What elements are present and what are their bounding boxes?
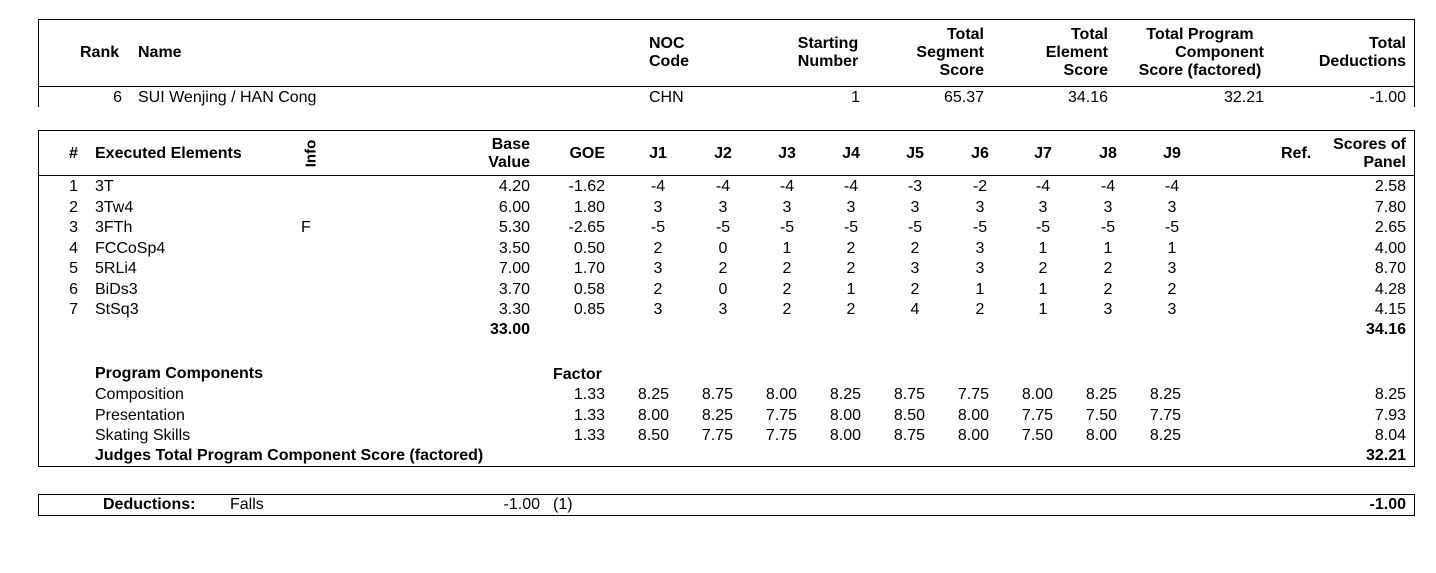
element-panel-score: 8.70: [1374, 260, 1406, 277]
component-judge-score: 8.50: [893, 406, 925, 424]
header-judge-8: J8: [1099, 145, 1117, 162]
element-judge-score: 0: [718, 239, 728, 257]
element-judge-score: 2: [782, 301, 792, 318]
summary-right-rule: [1414, 87, 1415, 107]
element-name: 3Tw4: [95, 198, 134, 216]
header-judge-5: J5: [906, 145, 924, 162]
header-total-element-score: Total Element Score: [1045, 26, 1108, 79]
element-judge-score: -5: [1100, 219, 1116, 236]
element-judge-score: -4: [715, 178, 731, 195]
component-judge-score: 7.75: [957, 386, 989, 403]
element-judge-score: 3: [718, 301, 728, 318]
component-factor: 1.33: [573, 406, 605, 424]
element-number: 7: [69, 301, 78, 318]
header-info: Info: [302, 139, 320, 168]
pcs-total-value: 32.21: [1365, 447, 1406, 464]
element-judge-score: 1: [1038, 280, 1048, 298]
component-judge-score: 7.75: [765, 406, 797, 424]
element-judge-score: 2: [1103, 260, 1113, 277]
element-judge-score: 2: [653, 239, 663, 257]
element-judge-score: 1: [846, 280, 856, 298]
component-judge-score: 8.00: [829, 427, 861, 444]
element-panel-score: 2.65: [1374, 219, 1406, 236]
element-goe: 0.50: [573, 239, 605, 257]
header-name: Name: [138, 44, 182, 61]
element-panel-score: 7.80: [1374, 198, 1406, 216]
header-number: #: [69, 145, 78, 162]
element-judge-score: 2: [1103, 280, 1113, 298]
header-judge-1: J1: [649, 145, 667, 162]
element-judge-score: 3: [653, 260, 663, 277]
component-judge-score: 7.75: [765, 427, 797, 444]
summary-tes: 34.16: [1067, 89, 1108, 106]
element-info: F: [301, 219, 311, 236]
element-goe: -2.65: [568, 219, 605, 236]
component-judge-score: 7.75: [701, 427, 733, 444]
element-number: 3: [69, 219, 78, 236]
element-base-value: 6.00: [498, 198, 530, 216]
element-judge-score: 1: [1167, 239, 1177, 257]
element-judge-score: 2: [846, 260, 856, 277]
element-judge-score: 2: [782, 280, 792, 298]
program-components-title: Program Components: [95, 365, 264, 382]
element-judge-score: 2: [718, 260, 728, 277]
component-factor: 1.33: [573, 386, 605, 403]
factor-header: Factor: [553, 366, 602, 383]
component-judge-score: 7.75: [1149, 406, 1181, 424]
element-panel-score: 2.58: [1374, 178, 1406, 195]
component-factor: 1.33: [573, 427, 605, 444]
element-judge-score: 3: [1167, 198, 1177, 216]
element-judge-score: 3: [653, 301, 663, 318]
element-panel-score: 4.28: [1374, 280, 1406, 298]
element-judge-score: 3: [910, 260, 920, 277]
element-judge-score: 2: [910, 280, 920, 298]
element-judge-score: -4: [1035, 178, 1051, 195]
element-judge-score: -5: [1164, 219, 1180, 236]
element-judge-score: 3: [718, 198, 728, 216]
element-judge-score: 2: [1038, 260, 1048, 277]
element-name: FCCoSp4: [95, 239, 166, 257]
element-judge-score: 2: [782, 260, 792, 277]
element-number: 2: [69, 198, 78, 216]
header-judge-9: J9: [1163, 145, 1181, 162]
element-goe: 1.70: [573, 260, 605, 277]
component-name: Presentation: [95, 406, 185, 424]
header-noc: NOC Code: [649, 35, 689, 70]
header-scores-of-panel: Scores of Panel: [1333, 136, 1406, 171]
element-goe: -1.62: [568, 178, 605, 195]
header-rank: Rank: [80, 44, 120, 61]
element-judge-score: -5: [907, 219, 923, 236]
element-judge-score: 3: [1103, 198, 1113, 216]
component-judge-score: 8.00: [1085, 427, 1117, 444]
element-judge-score: 1: [1038, 239, 1048, 257]
pcs-total-label: Judges Total Program Component Score (factored): [95, 447, 484, 464]
header-judge-3: J3: [778, 145, 796, 162]
element-judge-score: 3: [1167, 260, 1177, 277]
component-judge-score: 7.50: [1021, 427, 1053, 444]
component-name: Composition: [95, 386, 184, 403]
summary-noc: CHN: [649, 89, 684, 106]
panel-elements-total: 34.16: [1365, 321, 1406, 338]
element-base-value: 3.30: [498, 301, 530, 318]
header-base-value: Base Value: [488, 136, 530, 171]
element-judge-score: 3: [975, 239, 985, 257]
header-judge-6: J6: [971, 145, 989, 162]
component-judge-score: 8.25: [1085, 386, 1117, 403]
header-total-deductions: Total Deductions: [1318, 35, 1406, 70]
component-judge-score: 8.00: [1021, 386, 1053, 403]
component-name: Skating Skills: [95, 427, 191, 444]
element-goe: 0.58: [573, 280, 605, 298]
element-name: 3FTh: [95, 219, 133, 236]
element-judge-score: 1: [1038, 301, 1048, 318]
element-judge-score: 4: [910, 301, 920, 318]
summary-pcs: 32.21: [1223, 89, 1264, 106]
header-total-segment-score: Total Segment Score: [916, 26, 984, 79]
component-judge-score: 8.00: [957, 406, 989, 424]
element-base-value: 4.20: [498, 178, 530, 195]
deductions-type: Falls: [230, 496, 264, 513]
element-judge-score: 3: [1103, 301, 1113, 318]
header-starting-number: Starting Number: [797, 35, 859, 70]
element-judge-score: -4: [1164, 178, 1180, 195]
element-goe: 0.85: [573, 301, 605, 318]
component-panel-score: 8.25: [1374, 386, 1406, 403]
element-judge-score: -5: [715, 219, 731, 236]
element-number: 6: [69, 280, 78, 298]
component-judge-score: 8.50: [637, 427, 669, 444]
component-judge-score: 8.25: [829, 386, 861, 403]
element-judge-score: -4: [650, 178, 666, 195]
component-judge-score: 8.25: [637, 386, 669, 403]
component-judge-score: 8.75: [701, 386, 733, 403]
deductions-total: -1.00: [1369, 496, 1406, 513]
element-judge-score: -5: [972, 219, 988, 236]
header-total-pcs: Total Program Component Score (factored): [1138, 26, 1264, 79]
element-judge-score: 3: [1038, 198, 1048, 216]
element-number: 1: [69, 178, 78, 195]
element-judge-score: 2: [1167, 280, 1177, 298]
element-judge-score: -4: [1100, 178, 1116, 195]
component-judge-score: 8.25: [1149, 427, 1181, 444]
component-judge-score: 8.00: [829, 406, 861, 424]
element-judge-score: 3: [782, 198, 792, 216]
element-judge-score: 3: [653, 198, 663, 216]
element-judge-score: -4: [843, 178, 859, 195]
header-judge-2: J2: [714, 145, 732, 162]
element-judge-score: 3: [846, 198, 856, 216]
summary-deductions: -1.00: [1369, 89, 1406, 106]
element-judge-score: 1: [782, 239, 792, 257]
element-judge-score: -3: [907, 178, 923, 195]
element-judge-score: 3: [1167, 301, 1177, 318]
elements-header-rule: [38, 175, 1415, 176]
element-judge-score: -4: [779, 178, 795, 195]
element-judge-score: -5: [843, 219, 859, 236]
header-ref: Ref.: [1281, 145, 1312, 162]
element-base-value: 5.30: [498, 219, 530, 236]
header-executed-elements: Executed Elements: [95, 145, 242, 162]
element-judge-score: -5: [1035, 219, 1051, 236]
element-number: 5: [69, 260, 78, 277]
component-judge-score: 8.25: [701, 406, 733, 424]
component-judge-score: 8.25: [1149, 386, 1181, 403]
element-base-value: 7.00: [498, 260, 530, 277]
element-judge-score: 3: [975, 198, 985, 216]
element-judge-score: -2: [972, 178, 988, 195]
base-value-total: 33.00: [489, 321, 530, 338]
component-panel-score: 7.93: [1374, 406, 1406, 424]
element-goe: 1.80: [573, 198, 605, 216]
component-judge-score: 8.00: [957, 427, 989, 444]
element-base-value: 3.50: [498, 239, 530, 257]
element-panel-score: 4.15: [1374, 301, 1406, 318]
element-base-value: 3.70: [498, 280, 530, 298]
element-name: StSq3: [95, 301, 139, 318]
element-judge-score: 2: [846, 239, 856, 257]
element-judge-score: 3: [975, 260, 985, 277]
element-name: 3T: [95, 178, 114, 195]
element-judge-score: -5: [650, 219, 666, 236]
element-number: 4: [69, 239, 78, 257]
deductions-value: -1.00: [503, 496, 540, 513]
summary-rank: 6: [113, 89, 122, 106]
component-judge-score: 8.75: [893, 386, 925, 403]
summary-starting-number: 1: [851, 89, 860, 106]
element-judge-score: 1: [975, 280, 985, 298]
component-judge-score: 8.00: [637, 406, 669, 424]
component-judge-score: 8.00: [765, 386, 797, 403]
summary-left-rule: [38, 87, 39, 107]
element-name: 5RLi4: [95, 260, 137, 277]
component-judge-score: 7.75: [1021, 406, 1053, 424]
header-goe: GOE: [569, 145, 605, 162]
element-judge-score: 2: [846, 301, 856, 318]
element-name: BiDs3: [95, 280, 138, 298]
component-panel-score: 8.04: [1374, 427, 1406, 444]
element-judge-score: 3: [910, 198, 920, 216]
summary-tss: 65.37: [943, 89, 984, 106]
element-panel-score: 4.00: [1374, 239, 1406, 257]
element-judge-score: 2: [975, 301, 985, 318]
summary-skater-name: SUI Wenjing / HAN Cong: [138, 89, 317, 106]
element-judge-score: -5: [779, 219, 795, 236]
deductions-count: (1): [553, 496, 573, 513]
component-judge-score: 7.50: [1085, 406, 1117, 424]
component-judge-score: 8.75: [893, 427, 925, 444]
element-judge-score: 0: [718, 280, 728, 298]
header-judge-4: J4: [842, 145, 860, 162]
deductions-label: Deductions:: [103, 496, 196, 513]
header-judge-7: J7: [1034, 145, 1052, 162]
element-judge-score: 1: [1103, 239, 1113, 257]
element-judge-score: 2: [653, 280, 663, 298]
element-judge-score: 2: [910, 239, 920, 257]
